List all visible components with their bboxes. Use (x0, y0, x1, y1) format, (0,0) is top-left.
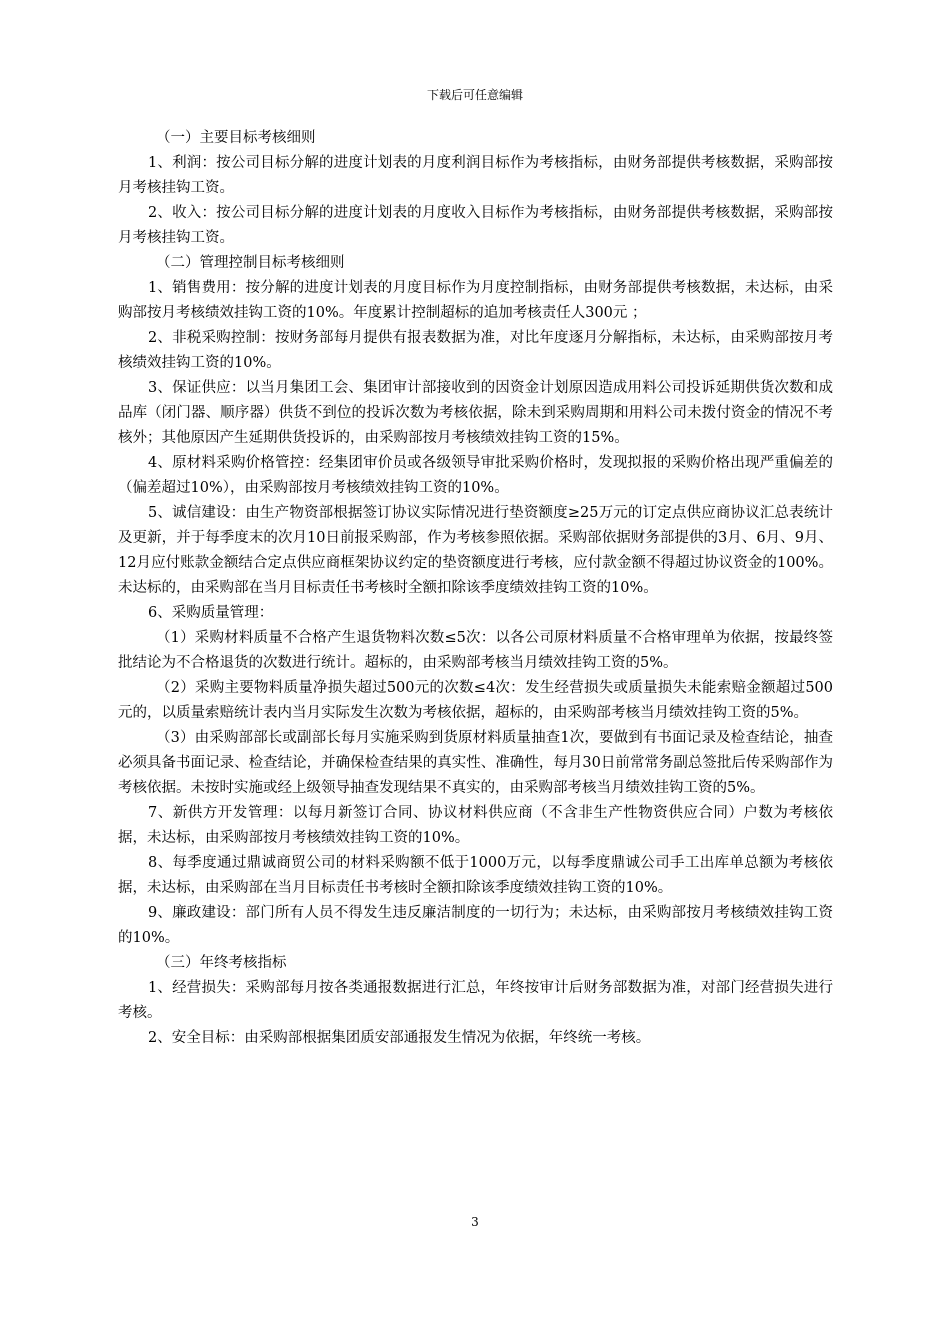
section-heading: （二）管理控制目标考核细则 (156, 255, 345, 271)
paragraph: 5、诚信建设：由生产物资部根据签订协议实际情况进行垫资额度≥25万元的订定点供应商协议汇总表统计及更新，并于每季度末的次月10日前报采购部，作为考核参照依据。采购部依据财务部提供的3月、6月、9月、12月应付账款金额结合定点供应商框架协议约定的垫资额度进行考核，应付款金额不得超过协议资金的100%。未达标的，由采购部在当月目标责任书考核时全额扣除该季度绩效挂钩工资的10%。 (118, 505, 833, 596)
paragraph: 2、非税采购控制：按财务部每月提供有报表数据为准，对比年度逐月分解指标，未达标，由采购部按月考核绩效挂钩工资的10%。 (118, 330, 833, 371)
paragraph: 4、原材料采购价格管控：经集团审价员或各级领导审批采购价格时，发现拟报的采购价格出现严重偏差的（偏差超过10%），由采购部按月考核绩效挂钩工资的10%。 (118, 455, 833, 496)
section-heading: （三）年终考核指标 (156, 955, 287, 971)
page-number: 3 (471, 1215, 479, 1229)
paragraph: 3、保证供应：以当月集团工会、集团审计部接收到的因资金计划原因造成用料公司投诉延期供货次数和成品库（闭门器、顺序器）供货不到位的投诉次数为考核依据，除未到采购周期和用料公司未拨付资金的情况不考核外；其他原因产生延期供货投诉的，由采购部按月考核绩效挂钩工资的15%。 (118, 380, 833, 446)
paragraph: 1、经营损失：采购部每月按各类通报数据进行汇总，年终按审计后财务部数据为准，对部门经营损失进行考核。 (118, 980, 833, 1021)
paragraph: 1、利润：按公司目标分解的进度计划表的月度利润目标作为考核指标，由财务部提供考核数据，采购部按月考核挂钩工资。 (118, 155, 833, 196)
paragraph: 9、廉政建设：部门所有人员不得发生违反廉洁制度的一切行为；未达标，由采购部按月考核绩效挂钩工资的10%。 (118, 905, 833, 946)
document-body (118, 126, 833, 1051)
section-heading: （一）主要目标考核细则 (156, 130, 316, 146)
paragraph: 8、每季度通过鼎诚商贸公司的材料采购额不低于1000万元，以每季度鼎诚公司手工出库单总额为考核依据，未达标，由采购部在当月目标责任书考核时全额扣除该季度绩效挂钩工资的10%。 (118, 855, 833, 896)
paragraph: 7、新供方开发管理：以每月新签订合同、协议材料供应商（不含非生产性物资供应合同）户数为考核依据，未达标，由采购部按月考核绩效挂钩工资的10%。 (118, 805, 833, 846)
paragraph: 6、采购质量管理： (148, 605, 274, 621)
paragraph: 2、收入：按公司目标分解的进度计划表的月度收入目标作为考核指标，由财务部提供考核数据，采购部按月考核挂钩工资。 (118, 205, 833, 246)
page-header: 下载后可任意编辑 (426, 88, 523, 102)
paragraph: （1）采购材料质量不合格产生退货物料次数≤5次：以各公司原材料质量不合格审理单为依据，按最终签批结论为不合格退货的次数进行统计。超标的，由采购部考核当月绩效挂钩工资的5%。 (118, 630, 833, 671)
paragraph: 2、安全目标：由采购部根据集团质安部通报发生情况为依据，年终统一考核。 (148, 1030, 651, 1046)
paragraph: （3）由采购部部长或副部长每月实施采购到货原材料质量抽查1次，要做到有书面记录及检查结论，抽查必须具备书面记录、检查结论，并确保检查结果的真实性、准确性，每月30日前常常务副总签批后传采购部作为考核依据。未按时实施或经上级领导抽查发现结果不真实的，由采购部考核当月绩效挂钩工资的5%。 (118, 730, 833, 796)
paragraph: （2）采购主要物料质量净损失超过500元的次数≤4次：发生经营损失或质量损失未能索赔金额超过500元的，以质量索赔统计表内当月实际发生次数为考核依据，超标的，由采购部考核当月绩效挂钩工资的5%。 (118, 680, 833, 721)
paragraph: 1、销售费用：按分解的进度计划表的月度目标作为月度控制指标，由财务部提供考核数据，未达标，由采购部按月考核绩效挂钩工资的10%。年度累计控制超标的追加考核责任人300元 ； (118, 280, 833, 321)
